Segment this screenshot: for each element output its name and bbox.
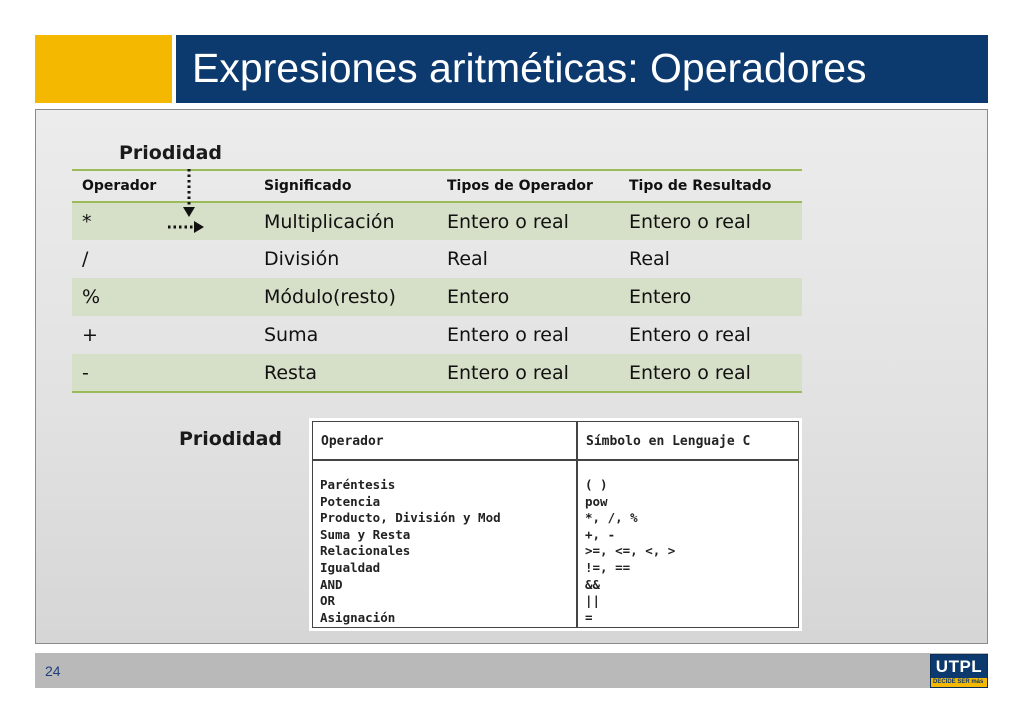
cell-operand-type: Entero o real — [437, 202, 619, 240]
cell-operand-type: Entero — [437, 278, 619, 316]
precedence-symbol: >=, <=, <, > — [585, 543, 676, 559]
title-accent-block — [35, 35, 172, 103]
precedence-operator: OR — [320, 593, 336, 609]
precedence-operator: Igualdad — [320, 559, 381, 575]
precedence-table-header — [313, 422, 798, 461]
utpl-logo — [930, 654, 988, 688]
precedence-operator: Suma y Resta — [320, 526, 411, 542]
precedence-header-simbolo: Símbolo en Lenguaje C — [586, 434, 751, 449]
cell-meaning: Módulo(resto) — [254, 278, 437, 316]
cell-result-type: Entero o real — [619, 354, 802, 392]
table-row — [72, 240, 802, 278]
precedence-symbol: || — [585, 593, 601, 609]
logo-strip — [931, 678, 987, 687]
page-number: 24 — [45, 663, 61, 679]
table-row — [72, 316, 802, 354]
cell-meaning: División — [264, 248, 340, 270]
precedence-operator: Asignación — [320, 609, 396, 625]
precedence-header-operador: Operador — [313, 422, 578, 459]
cell-meaning: Suma — [264, 324, 319, 346]
cell-operator: * — [72, 202, 254, 240]
cell-meaning: Multiplicación — [254, 202, 437, 240]
table-row — [72, 278, 802, 316]
precedence-operator-column — [313, 461, 578, 627]
precedence-operator: Relacionales — [320, 543, 411, 559]
precedence-symbol: = — [585, 609, 593, 625]
precedence-symbol: ( ) — [585, 477, 608, 492]
precedence-operator: Producto, División y Mod — [320, 510, 501, 526]
precedence-table — [309, 418, 802, 631]
header-tipo-resultado: Tipo de Resultado — [619, 170, 802, 202]
cell-operand-type: Entero o real — [447, 324, 569, 346]
footer-bar — [35, 653, 988, 688]
header-tipos-operador: Tipos de Operador — [437, 170, 619, 202]
cell-result-type: Entero o real — [619, 202, 802, 240]
precedence-symbol: *, /, % — [585, 510, 638, 526]
cell-operator: % — [72, 278, 254, 316]
precedence-symbol-column — [578, 461, 798, 627]
priority-label-top: Priodidad — [119, 142, 222, 164]
precedence-symbol: +, - — [585, 526, 616, 542]
title-bar — [176, 35, 988, 103]
cell-operand-type: Real — [447, 248, 488, 270]
precedence-operator: Paréntesis — [320, 477, 396, 492]
precedence-symbol: !=, == — [585, 559, 631, 575]
header-significado: Significado — [254, 170, 437, 202]
cell-result-type: Entero — [619, 278, 802, 316]
cell-meaning: Resta — [254, 354, 437, 392]
priority-arrow-icon — [160, 165, 210, 235]
logo-text: UTPL — [935, 657, 983, 676]
logo-tagline: DECIDE SER más — [933, 679, 984, 685]
priority-label-bottom: Priodidad — [179, 428, 282, 450]
cell-operand-type: Entero o real — [437, 354, 619, 392]
cell-operator: / — [82, 248, 89, 270]
precedence-symbol: pow — [585, 493, 608, 509]
table-row — [72, 354, 802, 392]
header-operador: Operador — [72, 170, 254, 202]
cell-operator: - — [72, 354, 254, 392]
slide-title: Expresiones aritméticas: Operadores — [192, 45, 867, 91]
cell-result-type: Real — [629, 248, 670, 270]
precedence-operator: Potencia — [320, 493, 381, 509]
precedence-symbol: && — [585, 576, 601, 592]
cell-operator: + — [82, 324, 98, 346]
precedence-operator: AND — [320, 576, 343, 592]
cell-result-type: Entero o real — [629, 324, 751, 346]
